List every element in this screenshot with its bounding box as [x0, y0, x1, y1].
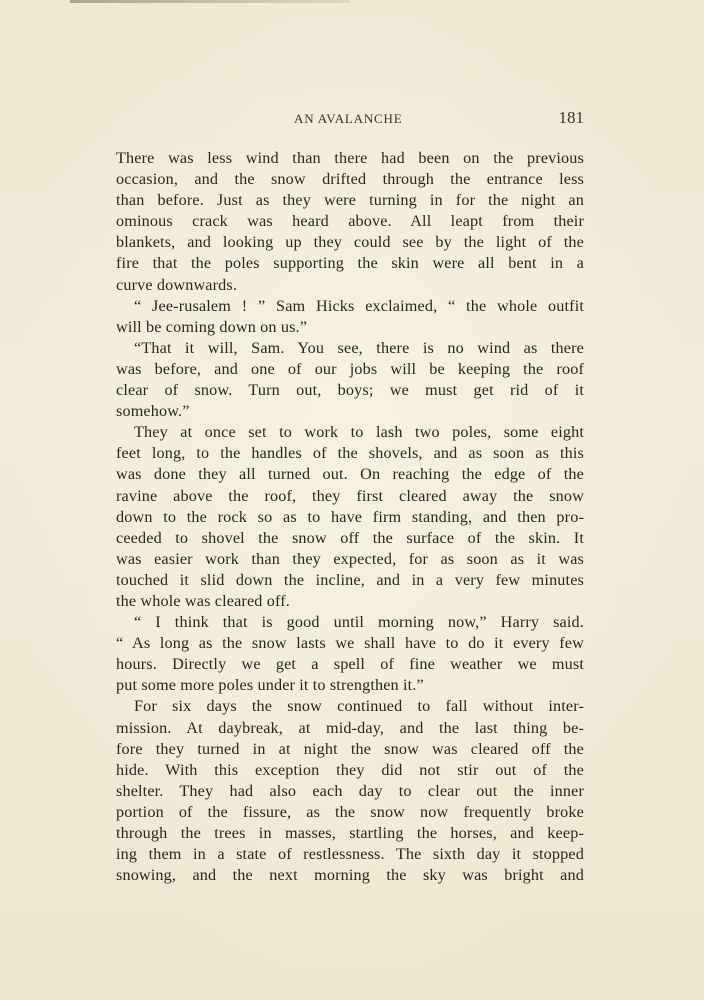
text-line: ceeded to shovel the snow off the surface of the skin. It [116, 528, 584, 547]
text-line: “ As long as the snow lasts we shall have to do it every few [116, 634, 584, 653]
text-line: portion of the fissure, as the snow now frequently broke [116, 802, 584, 821]
text-line: feet long, to the handles of the shovels, and as soon as this [116, 444, 584, 463]
text-line: blankets, and looking up they could see by the light of the [116, 233, 584, 252]
text-line: hide. With this exception they did not stir out of the [116, 760, 584, 779]
text-line: down to the rock so as to have firm standing, and then pro- [116, 507, 584, 526]
text-line: the whole was cleared off. [116, 591, 290, 610]
text-line: fore they turned in at night the snow was cleared off the [116, 739, 584, 758]
text-line: somehow.” [116, 402, 190, 421]
text-line: hours. Directly we get a spell of fine weather we must [116, 655, 584, 674]
page-number: 181 [558, 108, 584, 127]
text-line: curve downwards. [116, 275, 238, 294]
running-head: AN AVALANCHE [294, 111, 403, 126]
text-line: fire that the poles supporting the skin were all bent in a [116, 254, 584, 273]
text-line: was easier work than they expected, for as soon as it was [116, 549, 584, 568]
text-line: will be coming down on us.” [116, 317, 308, 336]
text-line: ominous crack was heard above. All leapt from their [116, 212, 584, 231]
text-line: than before. Just as they were turning in for the night an [116, 191, 584, 210]
text-line: “ Jee-rusalem ! ” Sam Hicks exclaimed, “ the whole outfit [134, 296, 584, 315]
text-line: was done they all turned out. On reaching the edge of the [116, 465, 584, 484]
text-line: through the trees in masses, startling the horses, and keep- [116, 824, 584, 842]
text-line: occasion, and the snow drifted through the entrance less [116, 170, 584, 189]
text-line: snowing, and the next morning the sky was bright and [116, 866, 584, 885]
body-text [116, 148, 584, 886]
text-line: shelter. They had also each day to clear out the inner [116, 781, 584, 800]
text-line: There was less wind than there had been on the previous [116, 149, 584, 167]
page-header [116, 108, 584, 130]
page-top-edge [70, 0, 350, 3]
text-line: For six days the snow continued to fall without inter- [134, 697, 584, 716]
text-line: mission. At daybreak, at mid-day, and the last thing be- [116, 718, 584, 737]
text-line: put some more poles under it to strengthen it.” [116, 676, 424, 695]
text-line: ing them in a state of restlessness. The sixth day it stopped [116, 845, 584, 864]
text-line: ravine above the roof, they first cleared away the snow [116, 486, 584, 505]
text-line: They at once set to work to lash two poles, some eight [134, 423, 584, 442]
text-line: was before, and one of our jobs will be keeping the roof [116, 359, 584, 378]
text-line: “ I think that is good until morning now,” Harry said. [134, 613, 584, 632]
text-line: “That it will, Sam. You see, there is no wind as there [134, 338, 584, 357]
text-line: touched it slid down the incline, and in a very few minutes [116, 570, 584, 589]
text-line: clear of snow. Turn out, boys; we must get rid of it [116, 381, 584, 400]
